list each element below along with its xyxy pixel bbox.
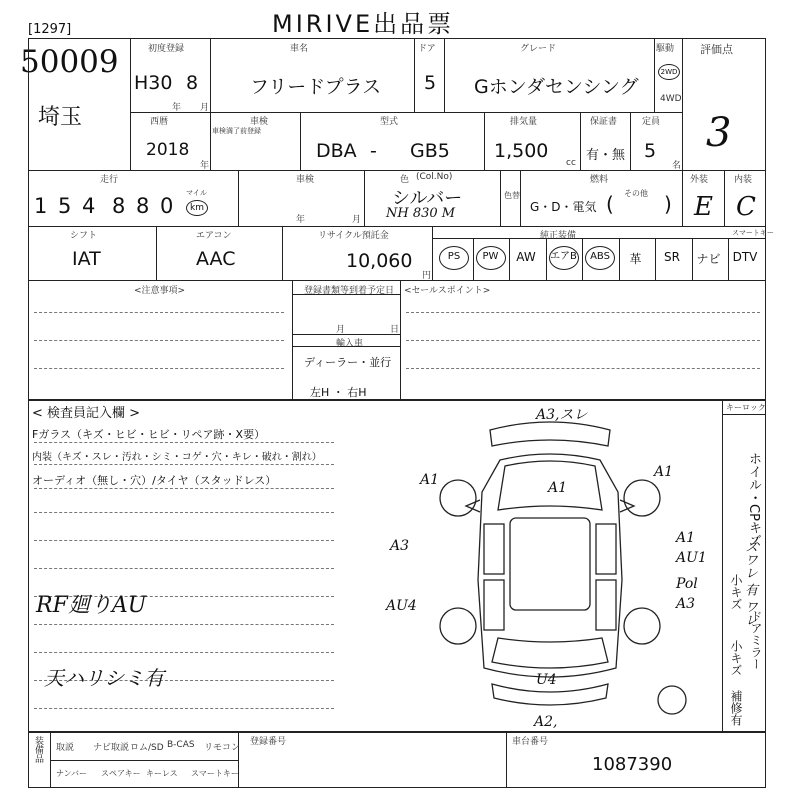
- label-doors: ドア: [418, 44, 436, 54]
- equipment-divider: [619, 238, 620, 280]
- inspector-dash: [34, 568, 334, 569]
- side-small-scratch: 小キズ: [729, 574, 743, 610]
- col-line: [724, 170, 725, 226]
- exterior-grade: E: [694, 192, 713, 222]
- label-inspection-sub: 車検満了前登録: [212, 127, 261, 135]
- col-line: [156, 226, 157, 280]
- sales-dash: [406, 368, 760, 369]
- equipment-top-line: [432, 238, 766, 239]
- footer-item-bottom: キーレス: [146, 769, 178, 778]
- equipment-divider: [509, 238, 510, 280]
- equipment-divider: [728, 238, 729, 280]
- inspector-dash: [34, 488, 334, 489]
- model-name: フリードプラス: [250, 76, 382, 98]
- inspector-dash: [34, 652, 334, 653]
- side-hand-marks: スワレ 有 ワレ: [742, 540, 757, 627]
- first-reg-year: H30: [134, 72, 173, 94]
- footer-item-bottom: スマートキー: [191, 769, 239, 778]
- fuel: G・D・電気: [530, 200, 597, 214]
- first-reg-month: 8: [186, 72, 199, 94]
- import-handle: 左H ・ 右H: [310, 386, 367, 399]
- doors: 5: [424, 72, 437, 94]
- damage-au4: AU4: [386, 598, 417, 614]
- mileage-digit: 1: [34, 194, 48, 218]
- chassis-label: 車台番号: [512, 737, 549, 747]
- equipment-item: ナビ: [696, 252, 721, 266]
- inspector-dash: [34, 512, 334, 513]
- model-code-b: GB5: [410, 140, 450, 162]
- year-unit: 年: [172, 103, 182, 113]
- cc-unit: cc: [566, 158, 576, 168]
- notes-line: [292, 294, 400, 295]
- side-repaired: 補修有: [729, 690, 743, 726]
- equipment-divider: [473, 238, 474, 280]
- equipment-item: PW: [476, 246, 506, 270]
- inspector-line-audio: オーディオ（無し・穴）/タイヤ（スタッドレス）: [32, 474, 277, 487]
- equipment-item: 革: [629, 252, 642, 266]
- label-fuel: 燃料: [590, 175, 609, 185]
- footer-mid-line: [50, 760, 238, 761]
- side-small-scratch-2: 小キズ: [729, 640, 743, 676]
- col-line: [414, 38, 415, 112]
- inspector-note-2: 天ハリシミ有: [44, 666, 164, 690]
- color: シルバー: [392, 188, 463, 209]
- label-mileage-unit: マイル: [186, 189, 207, 197]
- equipment-item: PS: [439, 246, 469, 270]
- damage-pol: Pol: [676, 576, 698, 592]
- label-capacity: 定員: [642, 117, 661, 127]
- caution-dash: [34, 368, 284, 369]
- caution-dash: [34, 312, 284, 313]
- row-line: [28, 170, 766, 171]
- sales-dash: [406, 340, 760, 341]
- equipment-divider: [582, 238, 583, 280]
- mileage-digit: 8: [112, 194, 126, 218]
- reg-day: 日: [390, 325, 400, 335]
- inspector-dash: [34, 708, 334, 709]
- notes-line: [292, 334, 400, 335]
- row-line: [28, 280, 766, 281]
- shift: IAT: [72, 248, 101, 270]
- recycle-fee: 10,060: [346, 250, 413, 272]
- damage-au1: AU1: [676, 550, 707, 566]
- inspector-line-interior: 内装（キズ・スレ・汚れ・シミ・コゲ・穴・キレ・破れ・割れ）: [32, 452, 322, 463]
- equipment-divider: [546, 238, 547, 280]
- label-color-change: 色替: [504, 191, 520, 200]
- label-warranty: 保証書: [590, 117, 618, 127]
- row-line: [130, 112, 682, 113]
- reg-no-label: 登録番号: [250, 737, 287, 747]
- col-line: [130, 38, 131, 170]
- label-first-reg: 初度登録: [148, 44, 185, 54]
- label-recycle: リサイクル預託金: [318, 231, 389, 241]
- year-unit-3: 年: [296, 215, 306, 225]
- footer-item-bottom: ナンバー: [56, 769, 88, 778]
- col-line: [506, 732, 507, 788]
- col-line: [300, 112, 301, 170]
- color-no: NH 830 M: [386, 206, 456, 221]
- inspector-dash: [34, 624, 334, 625]
- month-unit: 月: [200, 103, 210, 113]
- damage-a1-center: A1: [548, 480, 568, 496]
- footer-item-top: ナビ取説: [93, 743, 130, 753]
- label-exterior: 外装: [690, 175, 709, 185]
- yen-unit: 円: [422, 271, 432, 281]
- footer-label: 装備品: [33, 736, 43, 763]
- displacement: 1,500: [494, 140, 549, 162]
- keylock-line: [722, 414, 766, 415]
- equipment-item: DTV: [732, 250, 758, 264]
- label-color: 色: [400, 175, 410, 185]
- lot-number: 50009: [20, 44, 119, 80]
- col-line: [654, 38, 655, 112]
- inspector-dash: [34, 442, 334, 443]
- year-unit-2: 年: [200, 161, 210, 171]
- month-unit-3: 月: [352, 215, 362, 225]
- damage-a1-r2: A1: [676, 530, 696, 546]
- label-mileage: 走行: [100, 175, 119, 185]
- sales-point-label: <セールスポイント>: [404, 286, 491, 296]
- damage-front: A3,スレ: [536, 407, 588, 423]
- reg-month: 月: [336, 325, 346, 335]
- inspector-title: < 検査員記入欄 >: [32, 406, 141, 421]
- capacity-unit: 名: [672, 161, 682, 171]
- col-line: [682, 38, 683, 170]
- col-line: [210, 38, 211, 170]
- col-line: [282, 226, 283, 280]
- col-line: [500, 170, 501, 226]
- model-code-sep: -: [370, 140, 377, 162]
- damage-a3-left: A3: [390, 538, 410, 554]
- footer-item-top: 取説: [56, 743, 75, 753]
- equipment-item: SR: [664, 250, 680, 264]
- score: 3: [706, 110, 732, 156]
- label-fuel-other: その他: [624, 189, 648, 198]
- sales-dash: [406, 312, 760, 313]
- year: 2018: [146, 140, 190, 160]
- side-wheel-text: ホイル・CPキズ: [746, 452, 761, 547]
- row-line: [28, 226, 766, 227]
- import-label: 輸入車: [336, 339, 364, 349]
- fuel-other-paren-open: (: [606, 192, 614, 216]
- col-line: [722, 400, 723, 732]
- footer-item-top: ロム/SD: [130, 743, 164, 753]
- equipment-item: ABS: [585, 246, 615, 270]
- mileage-digit: 5: [58, 194, 72, 218]
- capacity: 5: [644, 140, 657, 162]
- equipment-item: AW: [516, 250, 536, 264]
- label-aircon: エアコン: [196, 231, 232, 241]
- chassis-number: 1087390: [592, 754, 673, 775]
- form-title: MIRIVE出品票: [272, 10, 455, 38]
- caution-dash: [34, 340, 284, 341]
- label-equipment: 純正装備: [540, 231, 577, 241]
- damage-a3-right: A3: [676, 596, 696, 612]
- col-line: [520, 170, 521, 226]
- mileage-digit: 8: [136, 194, 150, 218]
- footer-item-bottom: スペアキー: [101, 769, 141, 778]
- col-line: [580, 112, 581, 170]
- col-line: [630, 112, 631, 170]
- label-score: 評価点: [700, 43, 733, 56]
- keylock-label: キーロック: [726, 403, 766, 412]
- footer-item-top: B-CAS: [167, 740, 195, 750]
- inspector-line-glass: Fガラス（キズ・ヒビ・ヒビ・リペア跡・X要）: [32, 428, 266, 441]
- damage-a1-left: A1: [420, 472, 440, 488]
- aircon: AAC: [196, 248, 236, 270]
- footer-item-top: リモコン: [204, 743, 241, 753]
- inspector-dash: [34, 540, 334, 541]
- label-color-no: (Col.No): [416, 172, 453, 182]
- mileage-digit: 0: [160, 194, 174, 218]
- col-line: [400, 280, 401, 400]
- fuel-other-paren-close: ): [664, 192, 672, 216]
- side-mirror: ドアミラー: [749, 610, 763, 670]
- caution-label: <注意事項>: [134, 286, 186, 296]
- col-line: [682, 170, 683, 226]
- inspector-dash: [34, 464, 334, 465]
- label-displacement: 排気量: [510, 117, 538, 127]
- label-year: 西暦: [150, 117, 169, 127]
- warranty: 有・無: [586, 148, 626, 163]
- col-line: [238, 170, 239, 226]
- label-shift: シフト: [70, 231, 98, 241]
- col-line: [444, 38, 445, 112]
- label-smartkey: スマートキー: [732, 229, 774, 237]
- col-line: [364, 170, 365, 226]
- mileage-km-circle: km: [186, 200, 208, 216]
- drive-2wd-circle: 2WD: [658, 64, 680, 80]
- label-drive: 駆動: [656, 44, 675, 54]
- interior-grade: C: [736, 192, 756, 222]
- label-interior: 内装: [734, 175, 753, 185]
- lot-bracket: [1297]: [28, 22, 72, 37]
- col-line: [292, 280, 293, 400]
- label-inspection: 車検: [250, 117, 269, 127]
- equipment-item: エアB: [549, 246, 579, 270]
- inspector-note-1: RF廻りAU: [36, 593, 147, 618]
- label-grade: グレード: [520, 44, 557, 54]
- grade: Gホンダセンシング: [474, 76, 639, 98]
- col-line: [484, 112, 485, 170]
- damage-a2: A2,: [534, 714, 558, 730]
- equipment-divider: [655, 238, 656, 280]
- label-inspection-exp: 車検: [296, 175, 315, 185]
- damage-a1-right: A1: [654, 464, 674, 480]
- label-model-name: 車名: [290, 44, 309, 54]
- reg-docs-label: 登録書類等到着予定日: [304, 286, 395, 296]
- col-line: [432, 226, 433, 280]
- mileage-digit: 4: [82, 194, 96, 218]
- notes-line: [292, 346, 400, 347]
- import-dealer: ディーラー・並行: [304, 356, 392, 369]
- equipment-divider: [692, 238, 693, 280]
- label-model-code: 型式: [380, 117, 399, 127]
- prefecture: 埼玉: [38, 105, 83, 130]
- model-code-a: DBA: [316, 140, 357, 162]
- drive-4wd: 4WD: [660, 94, 682, 104]
- damage-u4: U4: [536, 672, 557, 688]
